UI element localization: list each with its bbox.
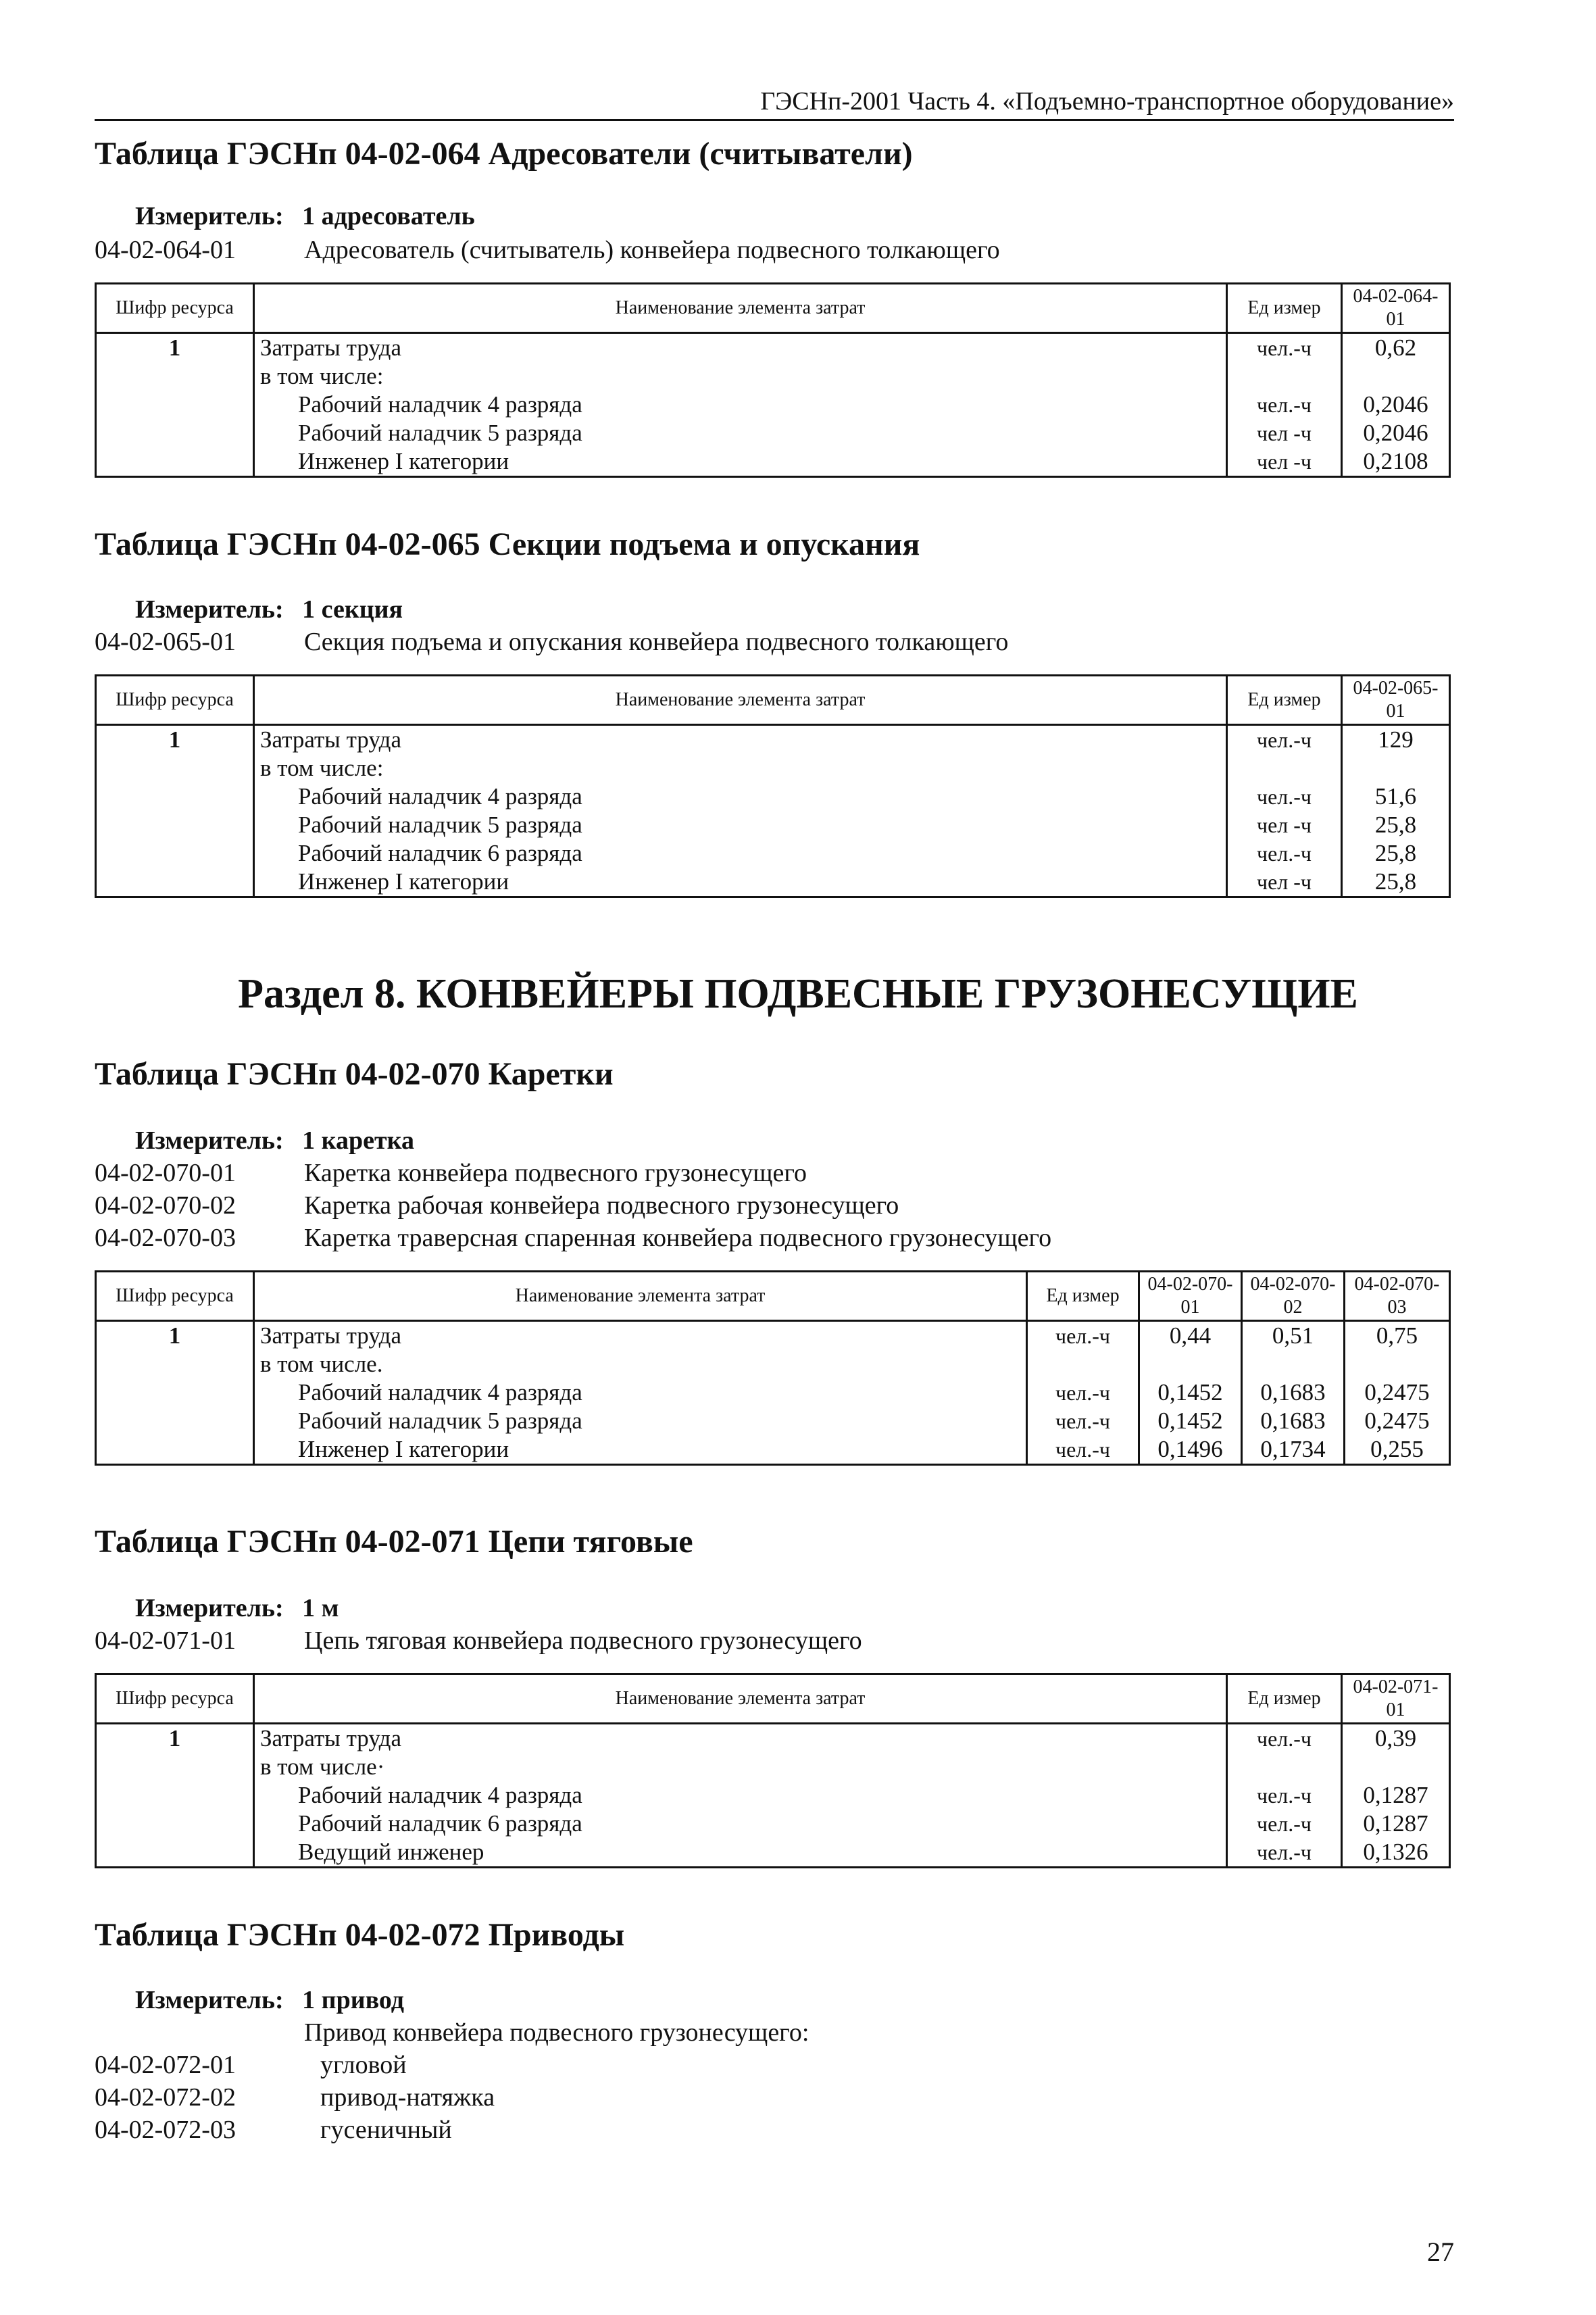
norm-line bbox=[95, 235, 1000, 265]
table-row bbox=[96, 1378, 1450, 1407]
value: 0,62 bbox=[1342, 333, 1450, 363]
page-number: 27 bbox=[1427, 2237, 1454, 2267]
table-row bbox=[96, 1321, 1450, 1351]
meter-071 bbox=[135, 1593, 339, 1623]
norm-line bbox=[95, 2083, 495, 2112]
table-row bbox=[96, 1781, 1450, 1810]
value: 25,8 bbox=[1342, 811, 1450, 839]
unit: чел.-ч bbox=[1227, 1781, 1342, 1810]
table-title-065: Таблица ГЭСНп 04-02-065 Секции подъема и опускания bbox=[95, 526, 920, 562]
unit: чел.-ч bbox=[1027, 1435, 1139, 1465]
cost-element: Рабочий наладчик 4 разряда bbox=[254, 1378, 1027, 1407]
value: 0,1496 bbox=[1139, 1435, 1242, 1465]
table-row bbox=[96, 1407, 1450, 1435]
table-row bbox=[96, 1350, 1450, 1378]
meter-value: 1 м bbox=[302, 1594, 339, 1622]
norm-description: гусеничный bbox=[320, 2116, 452, 2144]
cost-element: Рабочий наладчик 4 разряда bbox=[254, 391, 1227, 419]
cost-element: Инженер I категории bbox=[254, 868, 1227, 897]
unit: чел.-ч bbox=[1227, 782, 1342, 811]
value: 0,1452 bbox=[1139, 1407, 1242, 1435]
norm-code: 04-02-072-02 bbox=[95, 2083, 236, 2112]
table-title-072: Таблица ГЭСНп 04-02-072 Приводы bbox=[95, 1917, 625, 1953]
unit: чел.-ч bbox=[1227, 1810, 1342, 1838]
col-header-norm: 04-02-071-01 bbox=[1342, 1674, 1450, 1724]
col-header-norm: 04-02-070-01 bbox=[1139, 1272, 1242, 1321]
cost-element: Затраты труда bbox=[254, 1724, 1227, 1753]
meter-value: 1 адресователь bbox=[302, 202, 475, 230]
value: 0,75 bbox=[1345, 1321, 1450, 1351]
unit: чел -ч bbox=[1227, 868, 1342, 897]
norm-code: 04-02-070-02 bbox=[95, 1191, 236, 1220]
unit: чел.-ч bbox=[1227, 1838, 1342, 1868]
table-row bbox=[96, 811, 1450, 839]
cost-element: Рабочий наладчик 4 разряда bbox=[254, 782, 1227, 811]
cost-element: Рабочий наладчик 6 разряда bbox=[254, 839, 1227, 868]
col-header-name: Наименование элемента затрат bbox=[254, 1674, 1227, 1724]
norm-code: 04-02-072-01 bbox=[95, 2051, 236, 2079]
table-row bbox=[96, 754, 1450, 782]
cost-element: Рабочий наладчик 6 разряда bbox=[254, 1810, 1227, 1838]
norm-table-070 bbox=[95, 1270, 1451, 1466]
meter-value: 1 каретка bbox=[302, 1126, 414, 1155]
table-row bbox=[96, 362, 1450, 391]
cost-element: Рабочий наладчик 5 разряда bbox=[254, 419, 1227, 447]
cost-element: Рабочий наладчик 4 разряда bbox=[254, 1781, 1227, 1810]
col-header-code: Шифр ресурса bbox=[96, 1272, 254, 1321]
col-header-unit: Ед измер bbox=[1027, 1272, 1139, 1321]
value: 0,255 bbox=[1345, 1435, 1450, 1465]
unit: чел.-ч bbox=[1227, 1724, 1342, 1753]
table-header-row bbox=[96, 1272, 1450, 1321]
table-row bbox=[96, 868, 1450, 897]
meter-label: Измеритель: bbox=[135, 1126, 284, 1155]
meter-070 bbox=[135, 1126, 414, 1155]
meter-label: Измеритель: bbox=[135, 1594, 284, 1622]
meter-value: 1 привод bbox=[302, 1986, 404, 2014]
meter-label: Измеритель: bbox=[135, 1986, 284, 2014]
norm-description: Каретка рабочая конвейера подвесного грузонесущего bbox=[304, 1191, 899, 1220]
col-header-norm: 04-02-064-01 bbox=[1342, 284, 1450, 333]
value: 25,8 bbox=[1342, 839, 1450, 868]
norm-line bbox=[95, 627, 1008, 657]
norm-description: Секция подъема и опускания конвейера подвесного толкающего bbox=[304, 628, 1009, 656]
value: 0,1452 bbox=[1139, 1378, 1242, 1407]
table-header-row bbox=[96, 1674, 1450, 1724]
value: 0,39 bbox=[1342, 1724, 1450, 1753]
table-row bbox=[96, 725, 1450, 755]
cost-element: Затраты труда bbox=[254, 1321, 1027, 1351]
unit: чел.-ч bbox=[1227, 391, 1342, 419]
cost-element: Затраты труда bbox=[254, 725, 1227, 755]
value: 25,8 bbox=[1342, 868, 1450, 897]
value: 0,2046 bbox=[1342, 391, 1450, 419]
norm-code: 04-02-070-01 bbox=[95, 1159, 236, 1187]
table-row bbox=[96, 333, 1450, 363]
norm-line bbox=[95, 1223, 1051, 1253]
norm-description: Каретка траверсная спаренная конвейера подвесного грузонесущего bbox=[304, 1224, 1052, 1252]
col-header-name: Наименование элемента затрат bbox=[254, 284, 1227, 333]
table-row bbox=[96, 447, 1450, 477]
unit: чел.-ч bbox=[1027, 1321, 1139, 1351]
value: 0,1683 bbox=[1242, 1407, 1345, 1435]
value: 51,6 bbox=[1342, 782, 1450, 811]
meter-label: Измеритель: bbox=[135, 202, 284, 230]
meter-value: 1 секция bbox=[302, 595, 403, 624]
value: 0,51 bbox=[1242, 1321, 1345, 1351]
table-header-row bbox=[96, 284, 1450, 333]
norm-code: 04-02-072-03 bbox=[95, 2116, 236, 2144]
table-row bbox=[96, 1810, 1450, 1838]
meter-065 bbox=[135, 595, 403, 624]
norm-line bbox=[95, 2115, 452, 2145]
cost-element: в том числе. bbox=[254, 1350, 1027, 1378]
drive-intro: Привод конвейера подвесного грузонесущего: bbox=[304, 2018, 809, 2047]
col-header-unit: Ед измер bbox=[1227, 284, 1342, 333]
value: 0,2475 bbox=[1345, 1378, 1450, 1407]
value: 0,2475 bbox=[1345, 1407, 1450, 1435]
cost-element: Рабочий наладчик 5 разряда bbox=[254, 811, 1227, 839]
col-header-norm: 04-02-070-02 bbox=[1242, 1272, 1345, 1321]
resource-code: 1 bbox=[96, 725, 254, 755]
table-row bbox=[96, 1753, 1450, 1781]
norm-description: Каретка конвейера подвесного грузонесущего bbox=[304, 1159, 807, 1187]
running-header: ГЭСНп-2001 Часть 4. «Подъемно-транспортное оборудование» bbox=[95, 86, 1454, 121]
norm-description: Цепь тяговая конвейера подвесного грузонесущего bbox=[304, 1626, 862, 1655]
norm-code: 04-02-065-01 bbox=[95, 628, 236, 656]
norm-table-071 bbox=[95, 1673, 1451, 1868]
cost-element: в том числе: bbox=[254, 754, 1227, 782]
norm-description: Адресователь (считыватель) конвейера подвесного толкающего bbox=[304, 236, 1000, 264]
section-title: Раздел 8. КОНВЕЙЕРЫ ПОДВЕСНЫЕ ГРУЗОНЕСУЩИЕ bbox=[238, 971, 1358, 1017]
norm-table-064 bbox=[95, 282, 1451, 478]
table-row bbox=[96, 419, 1450, 447]
col-header-code: Шифр ресурса bbox=[96, 284, 254, 333]
unit: чел -ч bbox=[1227, 811, 1342, 839]
col-header-code: Шифр ресурса bbox=[96, 676, 254, 725]
table-title-071: Таблица ГЭСНп 04-02-071 Цепи тяговые bbox=[95, 1524, 693, 1560]
meter-072 bbox=[135, 1985, 404, 2015]
value: 0,1683 bbox=[1242, 1378, 1345, 1407]
unit: чел.-ч bbox=[1027, 1378, 1139, 1407]
table-row bbox=[96, 782, 1450, 811]
norm-code: 04-02-071-01 bbox=[95, 1626, 236, 1655]
col-header-norm: 04-02-065-01 bbox=[1342, 676, 1450, 725]
unit: чел.-ч bbox=[1227, 333, 1342, 363]
norm-line bbox=[95, 1191, 899, 1220]
col-header-norm: 04-02-070-03 bbox=[1345, 1272, 1450, 1321]
table-header-row bbox=[96, 676, 1450, 725]
meter-064 bbox=[135, 201, 475, 231]
value: 0,1734 bbox=[1242, 1435, 1345, 1465]
cost-element: Рабочий наладчик 5 разряда bbox=[254, 1407, 1027, 1435]
norm-description: привод-натяжка bbox=[320, 2083, 495, 2112]
cost-element: в том числе· bbox=[254, 1753, 1227, 1781]
cost-element: в том числе: bbox=[254, 362, 1227, 391]
value: 0,1326 bbox=[1342, 1838, 1450, 1868]
cost-element: Инженер I категории bbox=[254, 1435, 1027, 1465]
unit: чел.-ч bbox=[1227, 725, 1342, 755]
resource-code: 1 bbox=[96, 1724, 254, 1753]
table-row bbox=[96, 391, 1450, 419]
col-header-code: Шифр ресурса bbox=[96, 1674, 254, 1724]
norm-code: 04-02-070-03 bbox=[95, 1224, 236, 1252]
norm-table-065 bbox=[95, 674, 1451, 898]
col-header-name: Наименование элемента затрат bbox=[254, 676, 1227, 725]
norm-line bbox=[95, 1626, 862, 1656]
table-row bbox=[96, 1724, 1450, 1753]
table-row bbox=[96, 1435, 1450, 1465]
cost-element: Инженер I категории bbox=[254, 447, 1227, 477]
value: 0,2046 bbox=[1342, 419, 1450, 447]
cost-element: Ведущий инженер bbox=[254, 1838, 1227, 1868]
meter-label: Измеритель: bbox=[135, 595, 284, 624]
unit: чел.-ч bbox=[1027, 1407, 1139, 1435]
value: 0,2108 bbox=[1342, 447, 1450, 477]
norm-code: 04-02-064-01 bbox=[95, 236, 236, 264]
value: 0,1287 bbox=[1342, 1781, 1450, 1810]
unit: чел -ч bbox=[1227, 419, 1342, 447]
value: 129 bbox=[1342, 725, 1450, 755]
col-header-unit: Ед измер bbox=[1227, 676, 1342, 725]
unit: чел -ч bbox=[1227, 447, 1342, 477]
table-row bbox=[96, 839, 1450, 868]
norm-description: угловой bbox=[320, 2051, 407, 2079]
value: 0,44 bbox=[1139, 1321, 1242, 1351]
resource-code: 1 bbox=[96, 333, 254, 363]
value: 0,1287 bbox=[1342, 1810, 1450, 1838]
unit: чел.-ч bbox=[1227, 839, 1342, 868]
norm-line bbox=[95, 2050, 407, 2080]
resource-code: 1 bbox=[96, 1321, 254, 1351]
col-header-name: Наименование элемента затрат bbox=[254, 1272, 1027, 1321]
col-header-unit: Ед измер bbox=[1227, 1674, 1342, 1724]
table-title-064: Таблица ГЭСНп 04-02-064 Адресователи (считыватели) bbox=[95, 136, 913, 172]
table-row bbox=[96, 1838, 1450, 1868]
cost-element: Затраты труда bbox=[254, 333, 1227, 363]
norm-line bbox=[95, 1158, 807, 1188]
table-title-070: Таблица ГЭСНп 04-02-070 Каретки bbox=[95, 1056, 614, 1092]
